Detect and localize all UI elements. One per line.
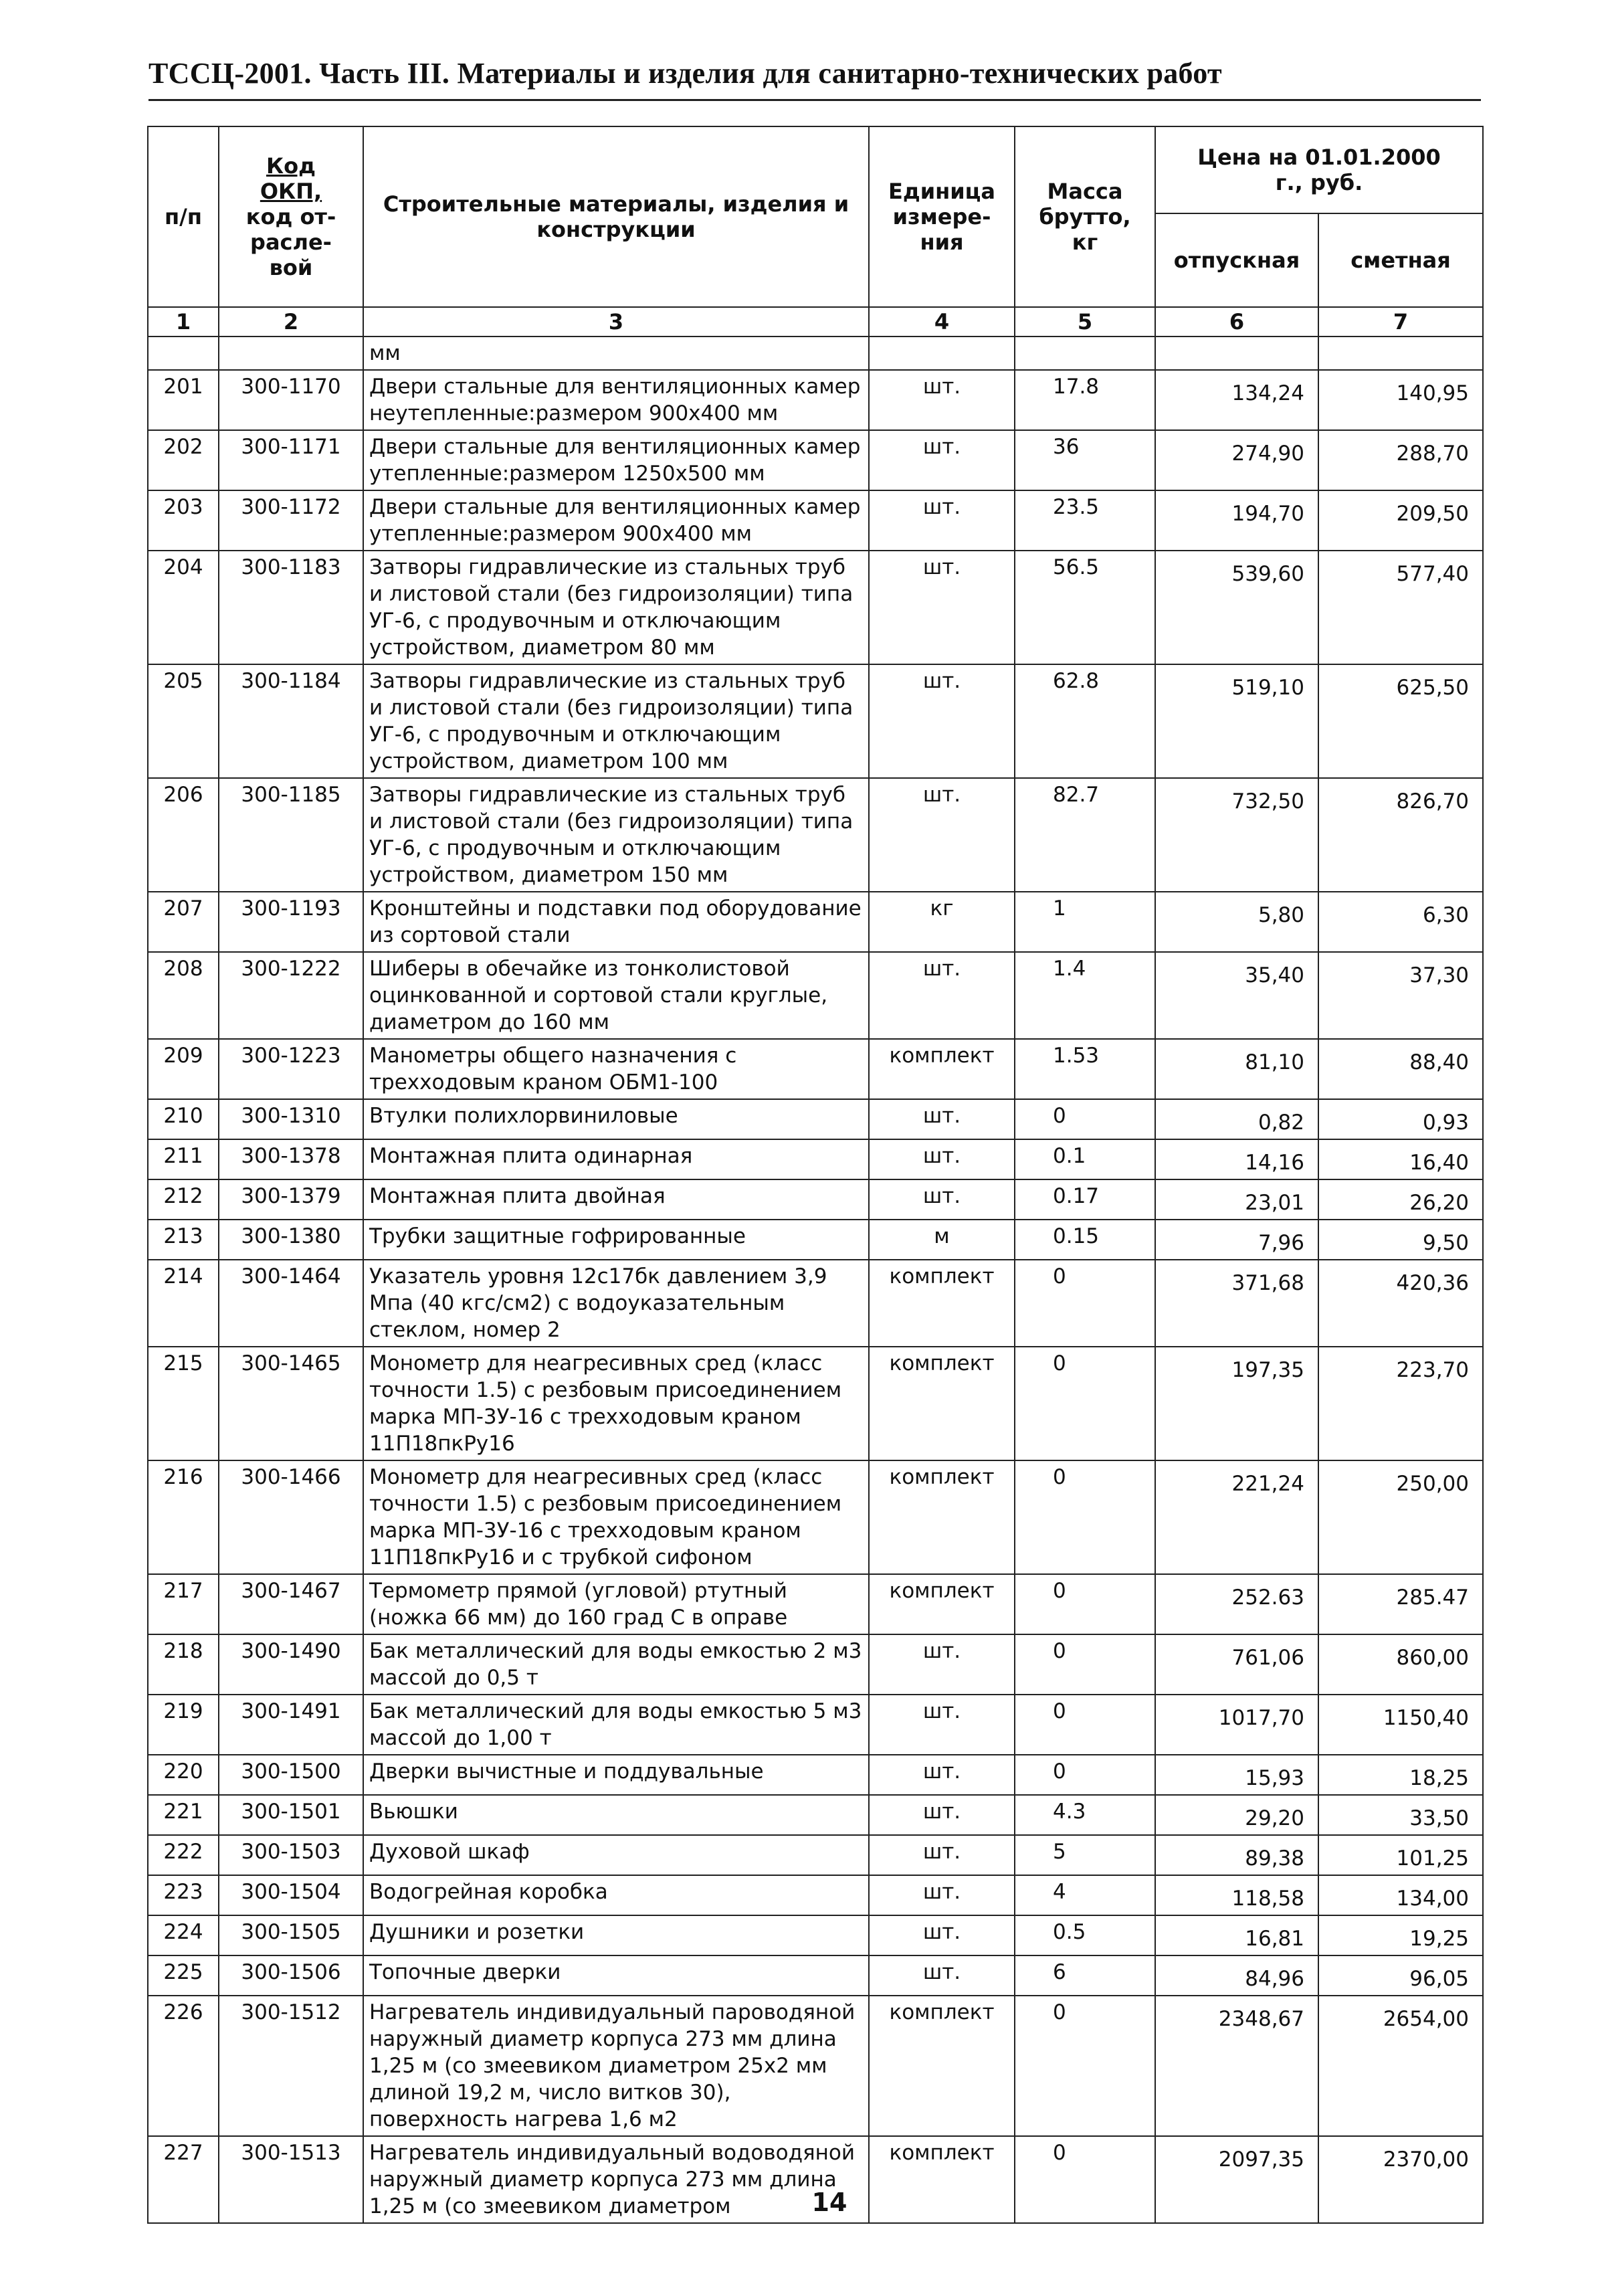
cell-price-release: 519,10 [1155, 664, 1318, 778]
cell-mass: 1.4 [1015, 952, 1155, 1039]
page-header-title: ТССЦ-2001. Часть III. Материалы и изделия для санитарно-технических работ [148, 57, 1222, 90]
cell-code: 300-1465 [219, 1347, 363, 1460]
cell-code: 300-1379 [219, 1179, 363, 1220]
cell-code: 300-1506 [219, 1955, 363, 1996]
cell-price-release: 35,40 [1155, 952, 1318, 1039]
cell-unit: м [869, 1220, 1015, 1260]
col-header-no: п/п [148, 126, 219, 307]
cell-mass: 56.5 [1015, 551, 1155, 664]
cell-row-number: 224 [148, 1915, 219, 1955]
cell-name: Монтажная плита одинарная [363, 1139, 869, 1179]
cell-price-release: 2348,67 [1155, 1996, 1318, 2136]
cell-row-number: 227 [148, 2136, 219, 2223]
cell-row-number: 206 [148, 778, 219, 892]
table-row [148, 1099, 1483, 1139]
cell-row-number: 226 [148, 1996, 219, 2136]
cell-mass: 0.17 [1015, 1179, 1155, 1220]
table-row [148, 1039, 1483, 1099]
cell-code: 300-1172 [219, 490, 363, 551]
cell-code: 300-1467 [219, 1574, 363, 1634]
cell-name: Монометр для неагресивных сред (класс точности 1.5) с резбовым присоединением марка МП-3У-16 с трехходовым краном 11П18пкРу16 и с трубкой сифоном [363, 1460, 869, 1574]
cell-unit: шт. [869, 1179, 1015, 1220]
cell-unit: комплект [869, 1996, 1015, 2136]
cell-row-number: 222 [148, 1835, 219, 1875]
cell-mass: 0.1 [1015, 1139, 1155, 1179]
cell-mass: 23.5 [1015, 490, 1155, 551]
table-row [148, 1634, 1483, 1695]
cell-name: Затворы гидравлические из стальных труб и листовой стали (без гидроизоляции) типа УГ-6, с продувочным и отключающим устройством, диаметром 100 мм [363, 664, 869, 778]
table-body [148, 337, 1483, 2223]
cell-name: Шиберы в обечайке из тонколистовой оцинкованной и сортовой стали круглые, диаметром до 160 мм [363, 952, 869, 1039]
cell-price-estimate: 37,30 [1318, 952, 1483, 1039]
cell-unit: шт. [869, 1875, 1015, 1915]
cell-unit: шт. [869, 952, 1015, 1039]
cell-price-release: 81,10 [1155, 1039, 1318, 1099]
table-row [148, 490, 1483, 551]
cell-mass: 6 [1015, 1955, 1155, 1996]
column-number: 5 [1015, 307, 1155, 337]
cell-price-estimate: 2654,00 [1318, 1996, 1483, 2136]
cell-name: Вьюшки [363, 1795, 869, 1835]
table-row [148, 370, 1483, 430]
cell-price-release: 16,81 [1155, 1915, 1318, 1955]
cell-name: Указатель уровня 12с17бк давлением 3,9 Мпа (40 кгс/см2) с водоуказательным стеклом, номер 2 [363, 1260, 869, 1347]
cell-price-estimate: 9,50 [1318, 1220, 1483, 1260]
cell-code: 300-1310 [219, 1099, 363, 1139]
cell-price-estimate: 860,00 [1318, 1634, 1483, 1695]
cell-name: Топочные дверки [363, 1955, 869, 1996]
cell-row-number: 217 [148, 1574, 219, 1634]
cell-price-estimate: 2370,00 [1318, 2136, 1483, 2223]
col-header-name: Строительные материалы, изделия и конструкции [363, 126, 869, 307]
cell-row-number: 202 [148, 430, 219, 490]
cell-mass: 0 [1015, 1099, 1155, 1139]
col-header-price-estimate: сметная [1318, 213, 1483, 307]
cell-name: Трубки защитные гофрированные [363, 1220, 869, 1260]
table-row [148, 952, 1483, 1039]
cell-code: 300-1378 [219, 1139, 363, 1179]
cell-name: Кронштейны и подставки под оборудование из сортовой стали [363, 892, 869, 952]
table-row [148, 1915, 1483, 1955]
cell-row-number: 213 [148, 1220, 219, 1260]
cell-mass: 0 [1015, 1996, 1155, 2136]
cell-unit: шт. [869, 1099, 1015, 1139]
cell-code: 300-1512 [219, 1996, 363, 2136]
cell-name: Дверки вычистные и поддувальные [363, 1755, 869, 1795]
cell-row-number: 211 [148, 1139, 219, 1179]
cell-price-release: 29,20 [1155, 1795, 1318, 1835]
col-header-code: Код ОКП, код от- расле- вой [219, 126, 363, 307]
cell-name: Двери стальные для вентиляционных камер утепленные:размером 1250x500 мм [363, 430, 869, 490]
cell-name: Бак металлический для воды емкостью 2 м3 массой до 0,5 т [363, 1634, 869, 1695]
table-row [148, 1835, 1483, 1875]
cell-row-number: 221 [148, 1795, 219, 1835]
cell-name: Нагреватель индивидуальный водоводяной наружный диаметр корпуса 273 мм длина 1,25 м (со змеевиком диаметром [363, 2136, 869, 2223]
cell-price-release: 194,70 [1155, 490, 1318, 551]
table-row [148, 1139, 1483, 1179]
cell-row-number: 218 [148, 1634, 219, 1695]
table-row [148, 551, 1483, 664]
cell-price-release: 1017,70 [1155, 1695, 1318, 1755]
cell-price-release: 84,96 [1155, 1955, 1318, 1996]
column-number-row [148, 307, 1483, 337]
cell-code: 300-1170 [219, 370, 363, 430]
cell-price-estimate: 577,40 [1318, 551, 1483, 664]
cell-price-estimate: 19,25 [1318, 1915, 1483, 1955]
cell-price-estimate: 250,00 [1318, 1460, 1483, 1574]
cell-code: 300-1185 [219, 778, 363, 892]
cell-price-estimate: 134,00 [1318, 1875, 1483, 1915]
cell-price-release: 89,38 [1155, 1835, 1318, 1875]
col-header-mass: Масса брутто, кг [1015, 126, 1155, 307]
cell-mass: 1 [1015, 892, 1155, 952]
cell-price-release: 0,82 [1155, 1099, 1318, 1139]
cell-name: Душники и розетки [363, 1915, 869, 1955]
table-row [148, 1955, 1483, 1996]
cell-code: 300-1193 [219, 892, 363, 952]
column-number: 7 [1318, 307, 1483, 337]
table-row [148, 1574, 1483, 1634]
cell-unit: кг [869, 892, 1015, 952]
cell-unit: шт. [869, 1139, 1015, 1179]
cell-mass: 0 [1015, 1347, 1155, 1460]
cell-price-release: 5,80 [1155, 892, 1318, 952]
cell-row-number: 225 [148, 1955, 219, 1996]
cell-unit: комплект [869, 1039, 1015, 1099]
cell-mass: 4.3 [1015, 1795, 1155, 1835]
col-header-unit: Единица измере- ния [869, 126, 1015, 307]
cell-unit: комплект [869, 1460, 1015, 1574]
cell-row-number: 209 [148, 1039, 219, 1099]
cell-name: Монометр для неагресивных сред (класс точности 1.5) с резбовым присоединением марка МП-3У-16 с трехходовым краном 11П18пкРу16 [363, 1347, 869, 1460]
cell-name: Монтажная плита двойная [363, 1179, 869, 1220]
cell-name: Затворы гидравлические из стальных труб и листовой стали (без гидроизоляции) типа УГ-6, с продувочным и отключающим устройством, диаметром 150 мм [363, 778, 869, 892]
cell-price-estimate: 285.47 [1318, 1574, 1483, 1634]
cell-price-release: 732,50 [1155, 778, 1318, 892]
table-row [148, 1755, 1483, 1795]
cell-code: 300-1380 [219, 1220, 363, 1260]
cell-unit: шт. [869, 1634, 1015, 1695]
cell-mass: 0 [1015, 1634, 1155, 1695]
cell-price-estimate: 420,36 [1318, 1260, 1483, 1347]
header-row-1 [148, 126, 1483, 213]
cell-unit: шт. [869, 370, 1015, 430]
cell-mass: 1.53 [1015, 1039, 1155, 1099]
cell-mass: 0 [1015, 1260, 1155, 1347]
cell-code: 300-1171 [219, 430, 363, 490]
cell-code: 300-1513 [219, 2136, 363, 2223]
cell-price-release: 23,01 [1155, 1179, 1318, 1220]
cell-code: 300-1500 [219, 1755, 363, 1795]
cell-code: 300-1222 [219, 952, 363, 1039]
carry-over-text: мм [363, 337, 869, 370]
table-row [148, 778, 1483, 892]
cell-name: Втулки полихлорвиниловые [363, 1099, 869, 1139]
cell-mass: 0.5 [1015, 1915, 1155, 1955]
cell-price-release: 252.63 [1155, 1574, 1318, 1634]
cell-unit: шт. [869, 430, 1015, 490]
cell-name: Бак металлический для воды емкостью 5 м3 массой до 1,00 т [363, 1695, 869, 1755]
cell-code: 300-1466 [219, 1460, 363, 1574]
cell-row-number: 201 [148, 370, 219, 430]
cell-code: 300-1491 [219, 1695, 363, 1755]
cell-price-estimate: 33,50 [1318, 1795, 1483, 1835]
table-row [148, 1460, 1483, 1574]
page-number: 14 [811, 2188, 847, 2217]
cell-row-number: 220 [148, 1755, 219, 1795]
cell-price-estimate: 18,25 [1318, 1755, 1483, 1795]
cell-unit: шт. [869, 778, 1015, 892]
column-number: 3 [363, 307, 869, 337]
cell-price-release: 197,35 [1155, 1347, 1318, 1460]
table-row [148, 664, 1483, 778]
materials-table [147, 126, 1484, 2224]
cell-name: Духовой шкаф [363, 1835, 869, 1875]
cell-code: 300-1504 [219, 1875, 363, 1915]
cell-mass: 36 [1015, 430, 1155, 490]
cell-code: 300-1223 [219, 1039, 363, 1099]
carry-over-row [148, 337, 1483, 370]
cell-price-release: 539,60 [1155, 551, 1318, 664]
cell-price-estimate: 96,05 [1318, 1955, 1483, 1996]
cell-row-number: 203 [148, 490, 219, 551]
cell-price-estimate: 625,50 [1318, 664, 1483, 778]
cell-price-release: 761,06 [1155, 1634, 1318, 1695]
cell-unit: шт. [869, 551, 1015, 664]
cell-mass: 62.8 [1015, 664, 1155, 778]
cell-price-release: 7,96 [1155, 1220, 1318, 1260]
column-number: 2 [219, 307, 363, 337]
col-header-price: Цена на 01.01.2000 г., руб. [1155, 126, 1483, 213]
table-row [148, 1220, 1483, 1260]
cell-name: Водогрейная коробка [363, 1875, 869, 1915]
cell-price-estimate: 26,20 [1318, 1179, 1483, 1220]
cell-unit: шт. [869, 1755, 1015, 1795]
cell-unit: комплект [869, 1347, 1015, 1460]
cell-price-estimate: 16,40 [1318, 1139, 1483, 1179]
cell-code: 300-1503 [219, 1835, 363, 1875]
cell-mass: 5 [1015, 1835, 1155, 1875]
cell-price-estimate: 209,50 [1318, 490, 1483, 551]
table-row [148, 1695, 1483, 1755]
cell-mass: 17.8 [1015, 370, 1155, 430]
cell-price-estimate: 6,30 [1318, 892, 1483, 952]
table-row [148, 1179, 1483, 1220]
cell-name: Термометр прямой (угловой) ртутный (ножка 66 мм) до 160 град С в оправе [363, 1574, 869, 1634]
cell-unit: комплект [869, 1574, 1015, 1634]
table-row [148, 430, 1483, 490]
table-row [148, 1260, 1483, 1347]
column-number: 6 [1155, 307, 1318, 337]
cell-unit: шт. [869, 490, 1015, 551]
cell-unit: комплект [869, 2136, 1015, 2223]
cell-mass: 0 [1015, 2136, 1155, 2223]
cell-row-number: 205 [148, 664, 219, 778]
cell-mass: 82.7 [1015, 778, 1155, 892]
cell-unit: шт. [869, 1915, 1015, 1955]
cell-mass: 0 [1015, 1695, 1155, 1755]
cell-code: 300-1183 [219, 551, 363, 664]
cell-mass: 0 [1015, 1755, 1155, 1795]
column-number: 4 [869, 307, 1015, 337]
table-row [148, 1347, 1483, 1460]
cell-price-estimate: 826,70 [1318, 778, 1483, 892]
cell-unit: шт. [869, 664, 1015, 778]
cell-unit: шт. [869, 1955, 1015, 1996]
cell-price-release: 14,16 [1155, 1139, 1318, 1179]
cell-row-number: 204 [148, 551, 219, 664]
cell-price-release: 118,58 [1155, 1875, 1318, 1915]
cell-code: 300-1505 [219, 1915, 363, 1955]
header-rule [148, 99, 1481, 101]
cell-code: 300-1490 [219, 1634, 363, 1695]
cell-price-estimate: 0,93 [1318, 1099, 1483, 1139]
cell-price-estimate: 101,25 [1318, 1835, 1483, 1875]
table-row [148, 1996, 1483, 2136]
cell-price-estimate: 288,70 [1318, 430, 1483, 490]
cell-row-number: 212 [148, 1179, 219, 1220]
table-row [148, 1875, 1483, 1915]
cell-name: Двери стальные для вентиляционных камер утепленные:размером 900x400 мм [363, 490, 869, 551]
cell-price-release: 221,24 [1155, 1460, 1318, 1574]
cell-price-estimate: 223,70 [1318, 1347, 1483, 1460]
cell-price-release: 274,90 [1155, 430, 1318, 490]
table-row [148, 1795, 1483, 1835]
cell-unit: шт. [869, 1795, 1015, 1835]
cell-unit: шт. [869, 1695, 1015, 1755]
cell-row-number: 210 [148, 1099, 219, 1139]
cell-row-number: 208 [148, 952, 219, 1039]
cell-price-release: 371,68 [1155, 1260, 1318, 1347]
column-number: 1 [148, 307, 219, 337]
cell-name: Затворы гидравлические из стальных труб и листовой стали (без гидроизоляции) типа УГ-6, с продувочным и отключающим устройством, диаметром 80 мм [363, 551, 869, 664]
cell-row-number: 215 [148, 1347, 219, 1460]
table-row [148, 892, 1483, 952]
cell-row-number: 214 [148, 1260, 219, 1347]
cell-mass: 4 [1015, 1875, 1155, 1915]
cell-code: 300-1464 [219, 1260, 363, 1347]
cell-price-estimate: 1150,40 [1318, 1695, 1483, 1755]
cell-name: Манометры общего назначения с трехходовым краном ОБМ1-100 [363, 1039, 869, 1099]
cell-price-estimate: 140,95 [1318, 370, 1483, 430]
cell-price-release: 15,93 [1155, 1755, 1318, 1795]
cell-row-number: 219 [148, 1695, 219, 1755]
cell-row-number: 216 [148, 1460, 219, 1574]
cell-unit: шт. [869, 1835, 1015, 1875]
cell-price-release: 2097,35 [1155, 2136, 1318, 2223]
cell-code: 300-1184 [219, 664, 363, 778]
col-header-price-release: отпускная [1155, 213, 1318, 307]
cell-code: 300-1501 [219, 1795, 363, 1835]
cell-unit: комплект [869, 1260, 1015, 1347]
cell-price-release: 134,24 [1155, 370, 1318, 430]
cell-name: Нагреватель индивидуальный пароводяной наружный диаметр корпуса 273 мм длина 1,25 м (со змеевиком диаметром 25x2 мм длиной 19,2 м, число витков 30), поверхность нагрева 1,6 м2 [363, 1996, 869, 2136]
cell-row-number: 207 [148, 892, 219, 952]
cell-mass: 0 [1015, 1460, 1155, 1574]
cell-mass: 0 [1015, 1574, 1155, 1634]
cell-price-estimate: 88,40 [1318, 1039, 1483, 1099]
cell-row-number: 223 [148, 1875, 219, 1915]
cell-mass: 0.15 [1015, 1220, 1155, 1260]
cell-name: Двери стальные для вентиляционных камер неутепленные:размером 900x400 мм [363, 370, 869, 430]
